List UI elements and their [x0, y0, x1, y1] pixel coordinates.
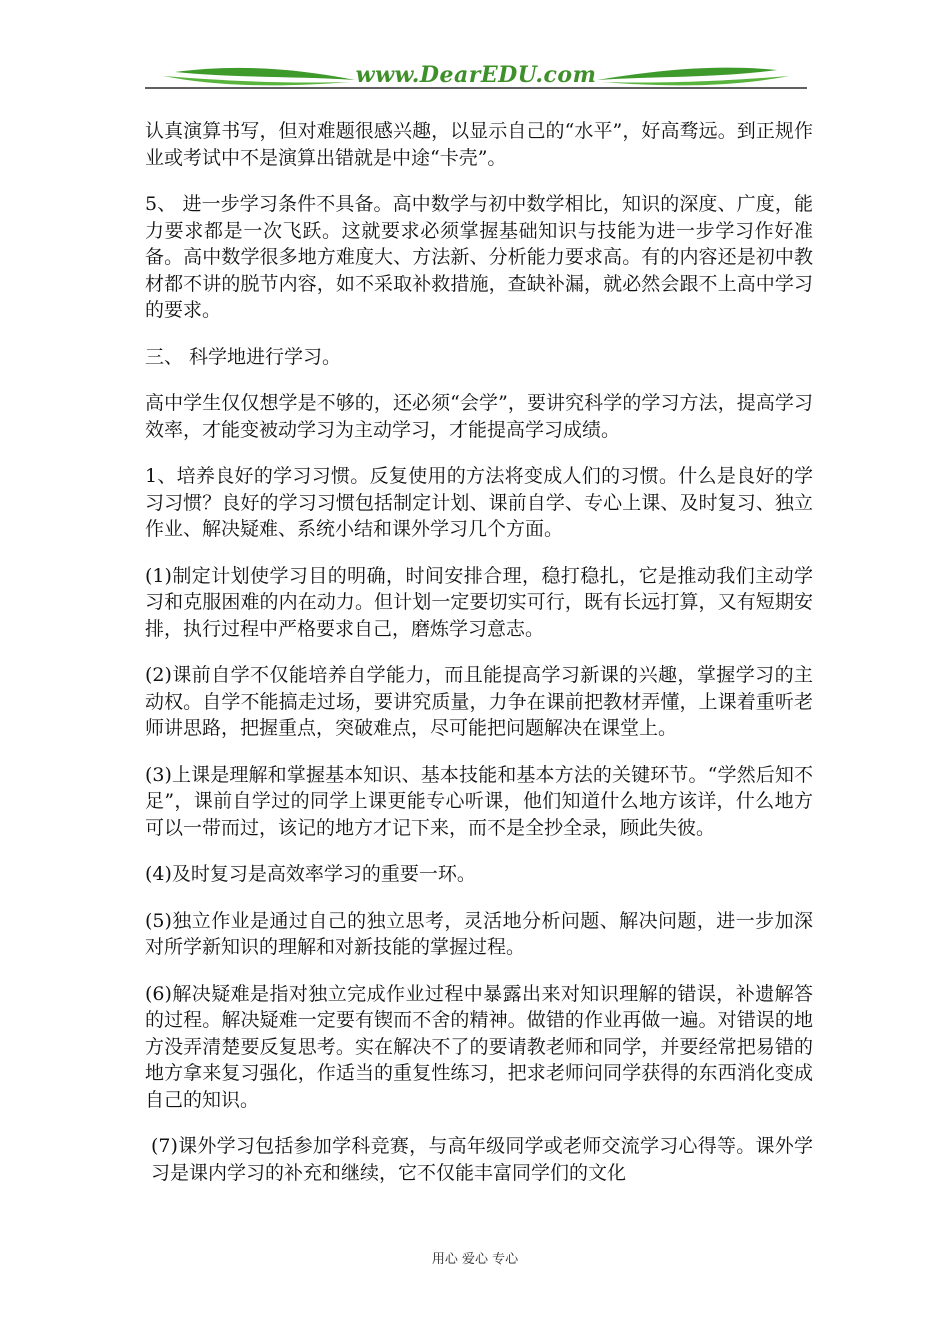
paragraph: 认真演算书写，但对难题很感兴趣，以显示自己的“水平”，好高骛远。到正规作业或考试中不是演算出错就是中途“卡壳”。 — [145, 120, 813, 169]
paragraph: 高中学生仅仅想学是不够的，还必须“会学”，要讲究科学的学习方法，提高学习效率，才能变被动学习为主动学习，才能提高学习成绩。 — [145, 392, 813, 441]
paragraph: (7)课外学习包括参加学科竞赛，与高年级同学或老师交流学习心得等。课外学习是课内学习的补充和继续，它不仅能丰富同学们的文化 — [151, 1135, 813, 1184]
paragraph: (5)独立作业是通过自己的独立思考，灵活地分析问题、解决问题，进一步加深对所学新知识的理解和对新技能的掌握过程。 — [145, 909, 813, 958]
paragraph: (2)课前自学不仅能培养自学能力，而且能提高学习新课的兴趣，掌握学习的主动权。自学不能搞走过场，要讲究质量，力争在课前把教材弄懂，上课着重听老师讲思路，把握重点，突破难点，尽可能把问题解决在课堂上。 — [145, 664, 813, 739]
site-logo-text: www.DearEDU.com — [355, 62, 597, 88]
section-heading: 三、 科学地进行学习。 — [145, 345, 342, 368]
paragraph: (6)解决疑难是指对独立完成作业过程中暴露出来对知识理解的错误，补遗解答的过程。解决疑难一定要有锲而不舍的精神。做错的作业再做一遍。对错误的地方没弄清楚要反复思考。实在解决不了的要请教老师和同学，并要经常把易错的地方拿来复习强化，作适当的重复性练习，把求老师问同学获得的东西消化变成自己的知识。 — [145, 982, 813, 1111]
page-header — [145, 58, 807, 98]
paragraph: 1、培养良好的学习习惯。反复使用的方法将变成人们的习惯。什么是良好的学习习惯？良好的学习习惯包括制定计划、课前自学、专心上课、及时复习、独立作业、解决疑难、系统小结和课外学习几个方面。 — [145, 465, 813, 540]
page-footer: 用心 爱心 专心 — [431, 1252, 519, 1267]
paragraph: (3)上课是理解和掌握基本知识、基本技能和基本方法的关键环节。“学然后知不足”，课前自学过的同学上课更能专心听课，他们知道什么地方该详，什么地方可以一带而过，该记的地方才记下来，而不是全抄全录，顾此失彼。 — [145, 763, 813, 839]
paragraph: (1)制定计划使学习目的明确，时间安排合理，稳打稳扎，它是推动我们主动学习和克服困难的内在动力。但计划一定要切实可行，既有长远打算，又有短期安排，执行过程中严格要求自己，磨炼学习意志。 — [145, 564, 813, 640]
document-body — [145, 118, 813, 1206]
paragraph: 5、 进一步学习条件不具备。高中数学与初中数学相比，知识的深度、广度，能力要求都是一次飞跃。这就要求必须掌握基础知识与技能为进一步学习作好准备。高中数学很多地方难度大、方法新、分析能力要求高。有的内容还是初中教材都不讲的脱节内容，如不采取补救措施，查缺补漏，就必然会跟不上高中学习的要求。 — [145, 193, 813, 321]
paragraph: (4)及时复习是高效率学习的重要一环。 — [145, 863, 476, 885]
